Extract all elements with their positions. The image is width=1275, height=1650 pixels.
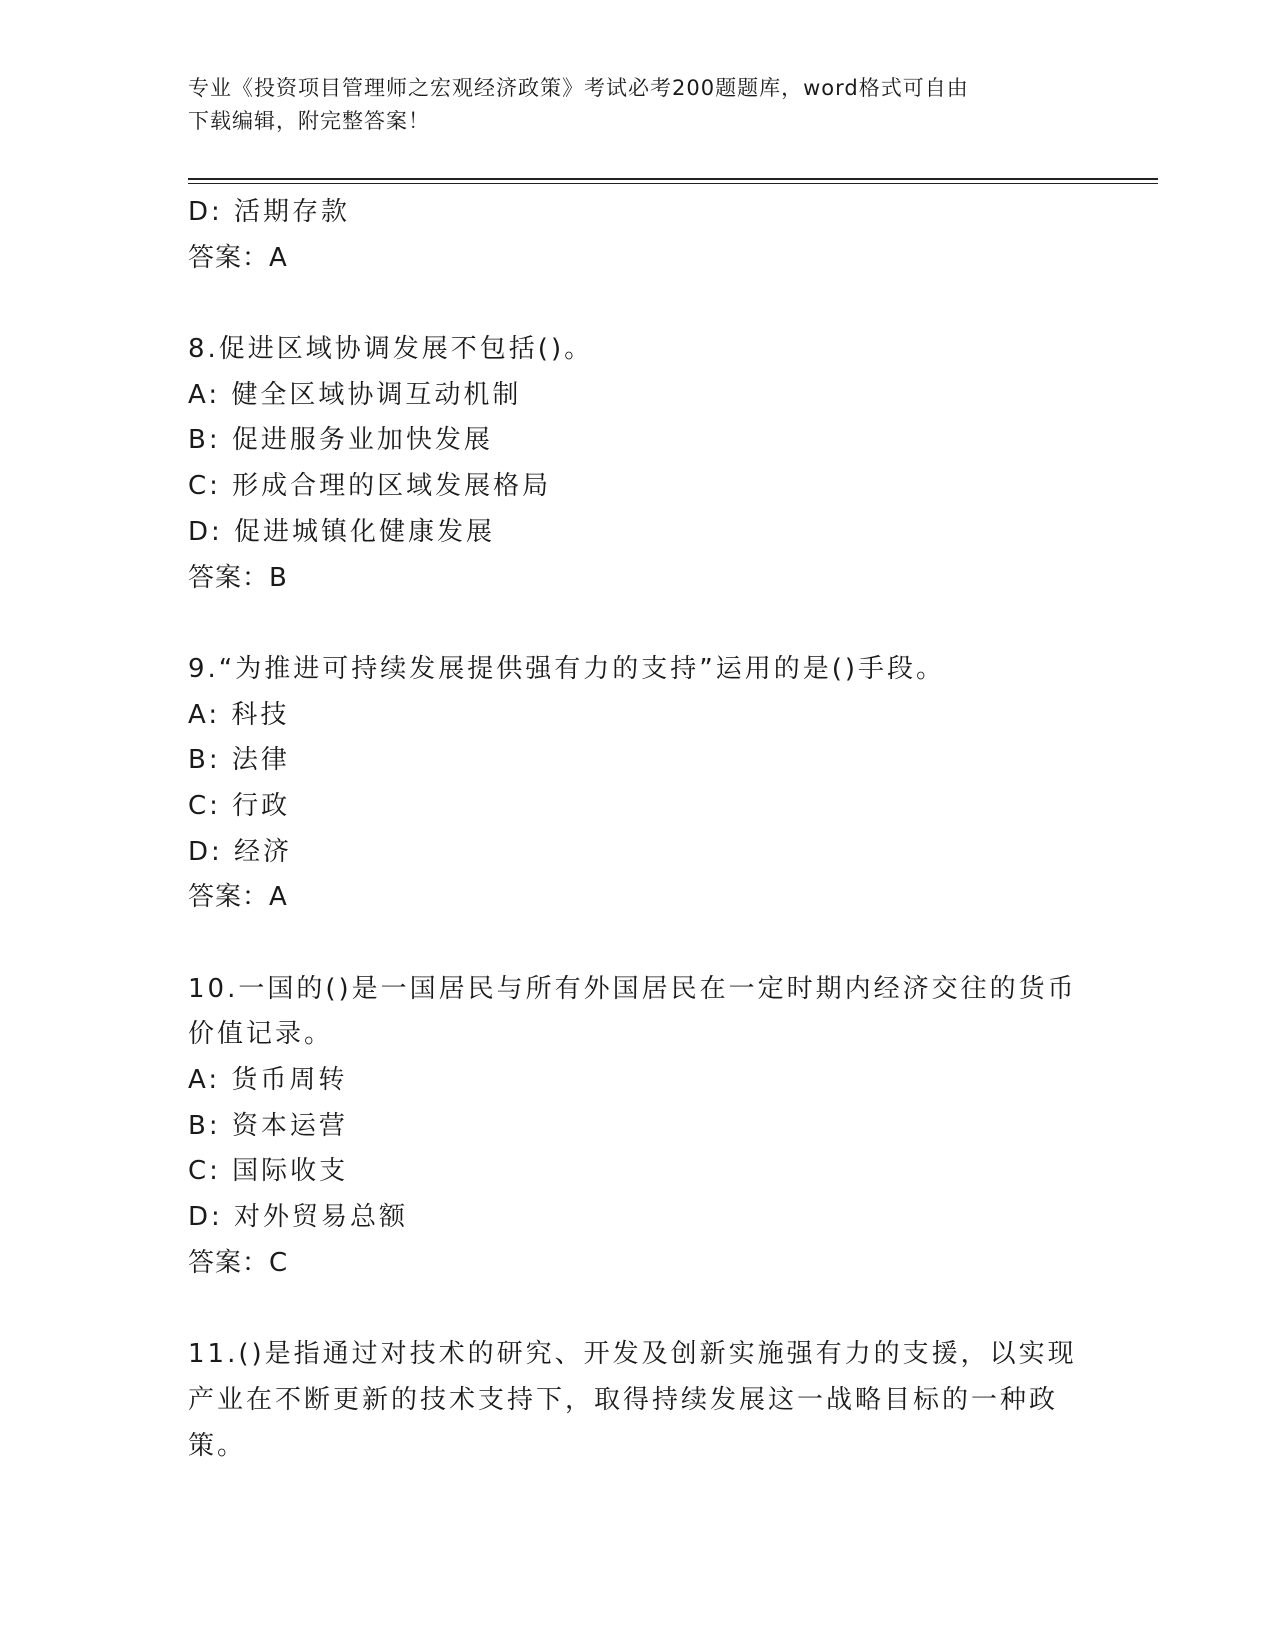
- spacer: [188, 921, 1088, 967]
- q8-option-c: C: 形成合理的区域发展格局: [188, 471, 552, 502]
- q11-stem-line-1: 11.()是指通过对技术的研究、开发及创新实施强有力的支援，以实现: [188, 1339, 1077, 1370]
- q8-option-d: D: 促进城镇化健康发展: [188, 516, 496, 547]
- q10-answer: 答案：C: [188, 1247, 289, 1278]
- q9-option-c: C: 行政: [188, 790, 291, 821]
- q11-stem-line-2: 产业在不断更新的技术支持下，取得持续发展这一战略目标的一种政: [188, 1384, 1059, 1415]
- spacer: [188, 281, 1088, 327]
- header-line-2: 下载编辑，附完整答案！: [188, 109, 430, 133]
- q9-option-d: D: 经济: [188, 836, 293, 867]
- header-divider-thin: [188, 183, 1158, 184]
- q8-stem: 8.促进区域协调发展不包括()。: [188, 334, 594, 365]
- q10-option-a: A: 货币周转: [188, 1065, 348, 1096]
- q10-stem-line-2: 价值记录。: [188, 1019, 334, 1050]
- q9-option-a: A: 科技: [188, 699, 290, 730]
- q7-option-d: D: 活期存款: [188, 197, 351, 227]
- q8-option-a: A: 健全区域协调互动机制: [188, 379, 522, 410]
- spacer: [188, 601, 1088, 647]
- q10-option-b: B: 资本运营: [188, 1110, 348, 1141]
- q8-option-b: B: 促进服务业加快发展: [188, 425, 493, 456]
- header-divider-thick: [188, 178, 1158, 180]
- spacer: [188, 1287, 1088, 1333]
- q8-answer: 答案：B: [188, 562, 288, 593]
- q9-stem: 9.“为推进可持续发展提供强有力的支持”运用的是()手段。: [188, 653, 946, 684]
- q7-answer: 答案：A: [188, 242, 288, 273]
- q10-option-d: D: 对外贸易总额: [188, 1202, 409, 1233]
- header-line-1: 专业《投资项目管理师之宏观经济政策》考试必考200题题库，word格式可自由: [188, 76, 969, 100]
- q9-option-b: B: 法律: [188, 745, 290, 776]
- q10-stem-line-1: 10.一国的()是一国居民与所有外国居民在一定时期内经济交往的货币: [188, 973, 1077, 1004]
- q10-option-c: C: 国际收支: [188, 1156, 349, 1187]
- q11-stem-line-3: 策。: [188, 1430, 247, 1461]
- q9-answer: 答案：A: [188, 882, 288, 913]
- question-content: [188, 190, 1088, 1469]
- document-header: [188, 72, 1088, 138]
